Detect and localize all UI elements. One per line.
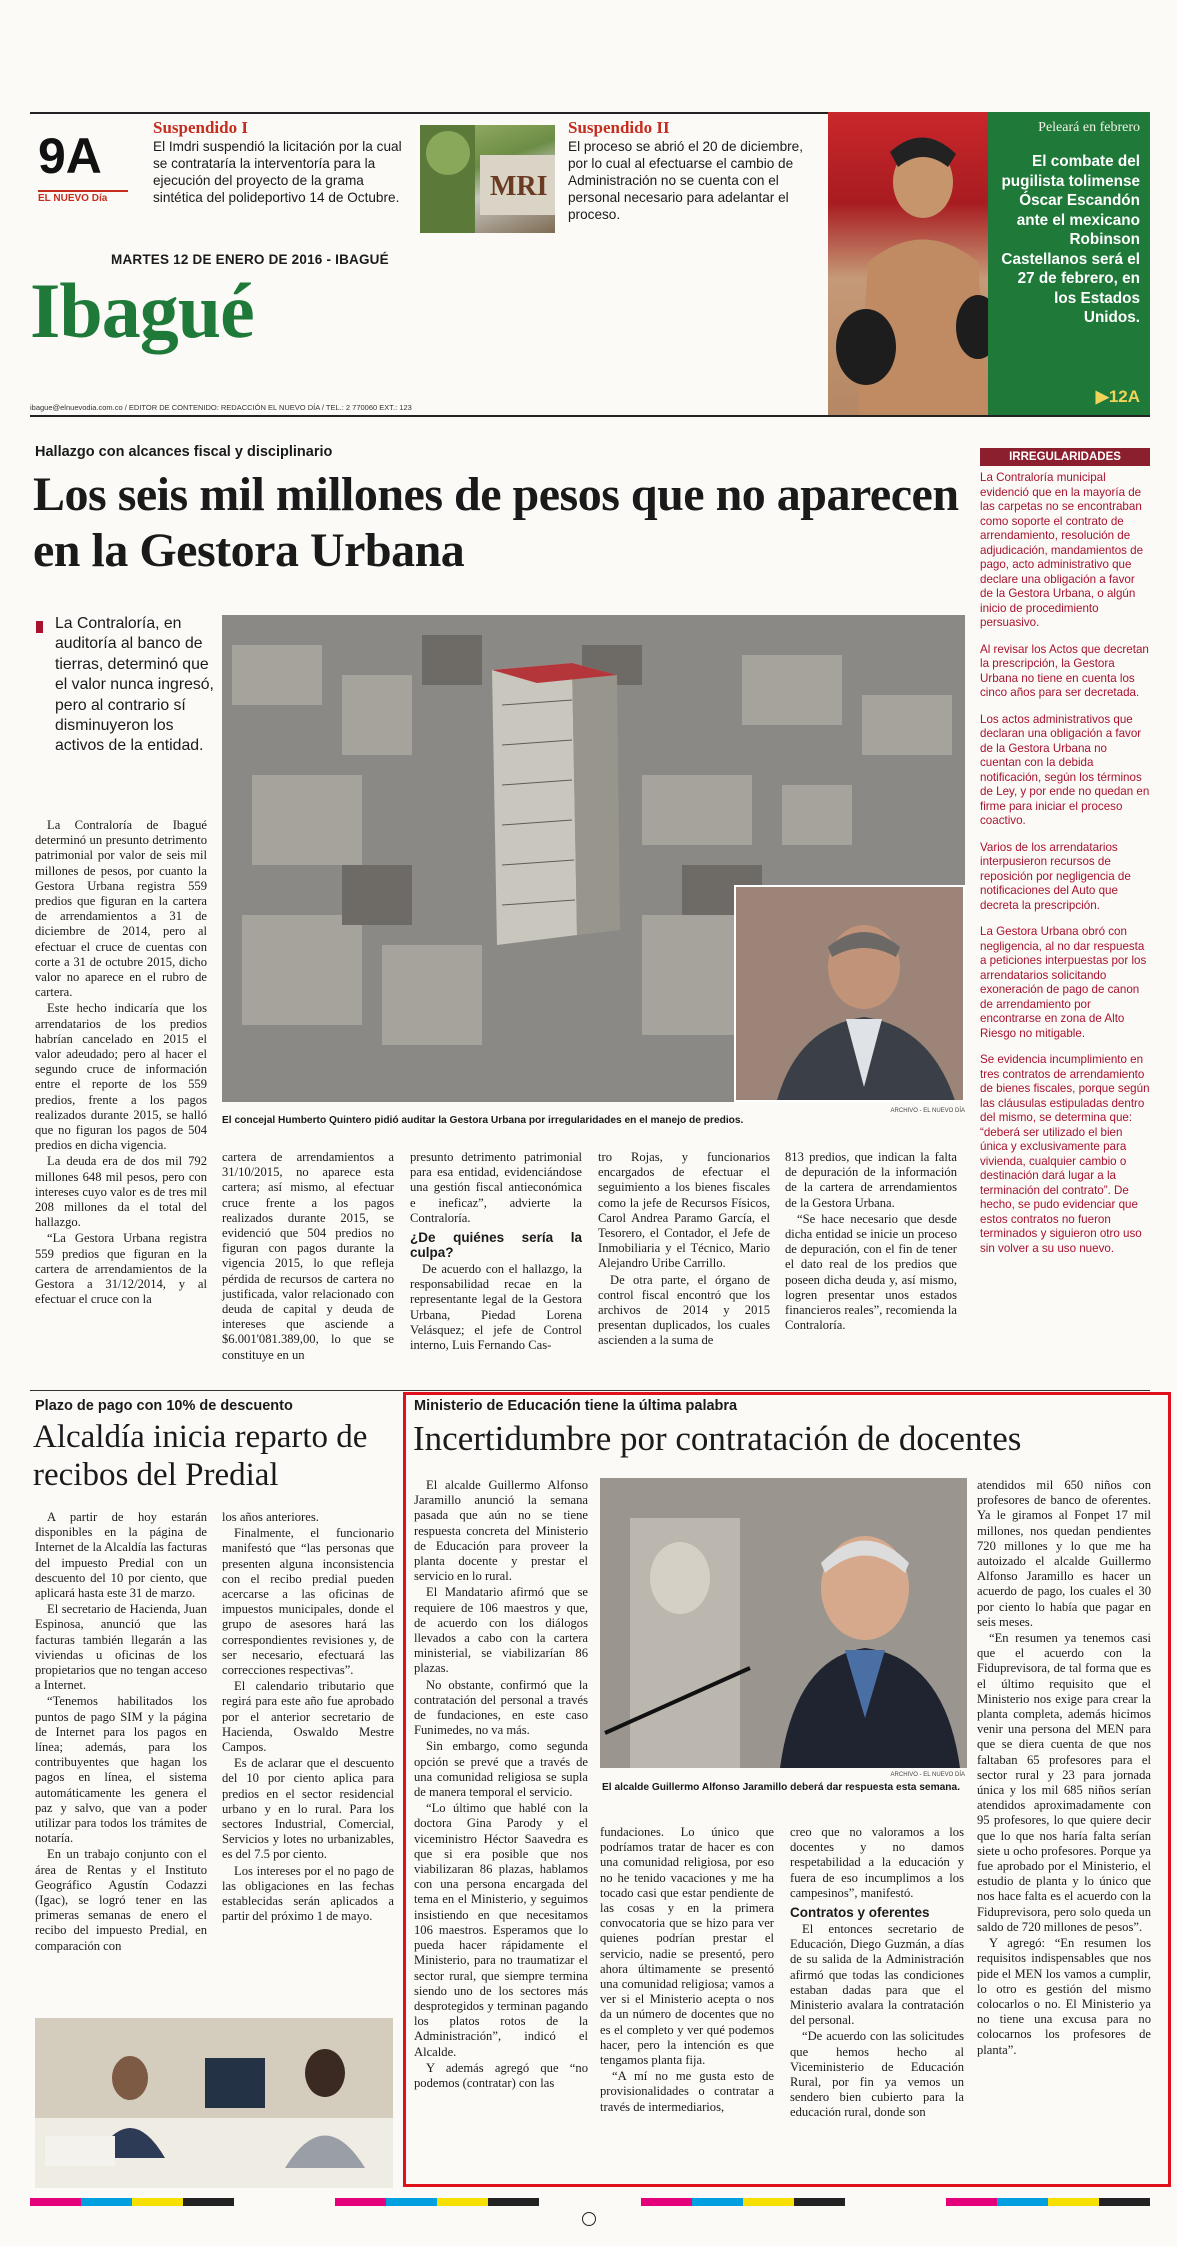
section-title: Ibagué bbox=[30, 267, 254, 354]
paragraph: La Contraloría de Ibagué determinó un presunto detrimento patrimonial por valor de seis mil millones de pesos, por cuanto la Gestora Urbana registra 559 predios que figuran en la cartera de arrendamientos a 31 de diciembre de 2014, pero al efectuar el cruce de cuentas con corte a 31 de octubre 2015, dicho valor no aparece en el rubro de cartera. bbox=[35, 818, 207, 1000]
main-col-3 bbox=[410, 1150, 582, 1354]
docentes-headline: Incertidumbre por contratación de docentes bbox=[413, 1419, 1022, 1458]
paragraph: “A mí no me gusta esto de provisionalidades o contratar a través de intermediarios, bbox=[600, 2069, 774, 2114]
main-col-2 bbox=[222, 1150, 394, 1364]
paragraph: El secretario de Hacienda, Juan Espinosa, anunció que las facturas también llegarán a las viviendas u oficinas de los propietarios que no tengan acceso a Internet. bbox=[35, 1602, 207, 1693]
docentes-col-1 bbox=[414, 1478, 588, 2092]
docentes-col-3 bbox=[790, 1825, 964, 2122]
mayor-photo bbox=[600, 1478, 967, 1768]
paragraph: atendidos mil 650 niños con profesores de banco de oferentes. Ya le giramos al Fonpet 17 mil millones, nos quedan pendientes 720 millones y lo que me ha autoizado el alcalde Guillermo Alfonso Jaramillo es hacer un acuerdo de pago, los cuales el 30 por ciento lo había que pagar en seis meses. bbox=[977, 1478, 1151, 1629]
newspaper-logo: EL NUEVO Día bbox=[38, 190, 128, 204]
paragraph: “La Gestora Urbana registra 559 predios que figuran en la cartera de arrendamientos de la Gestora a 31/12/2014, y al efectuar el cruce con la bbox=[35, 1231, 207, 1307]
paragraph: Y además agregó que “no podemos (contratar) con las bbox=[414, 2060, 588, 2090]
paragraph: 813 predios, que indican la falta de depuración de la información de la cartera de arrendamientos de la Gestora Urbana. bbox=[785, 1150, 957, 1210]
paragraph: En un trabajo conjunto con el área de Rentas y el Instituto Geográfico Agustín Codazzi (Igac), se logró tener en las primeras semanas de enero el recibo del impuesto Predial, en comparación con bbox=[35, 1847, 207, 1953]
mayor-speaking-icon bbox=[600, 1478, 967, 1768]
main-headline: Los seis mil millones de pesos que no aparecen en la Gestora Urbana bbox=[33, 468, 959, 577]
contact-line: ibague@elnuevodia.com.co / EDITOR DE CONTENIDO: REDACCIÓN EL NUEVO DÍA / TEL.: 2 770060 EXT.: 123 bbox=[30, 403, 412, 412]
sidebar-paragraph: Los actos administrativos que declaran una obligación a favor de la Gestora Urbana no cuentan con la debida notificación, según los términos de Ley, y por ende no quedan en firme para iniciar el proceso coactivo. bbox=[980, 712, 1150, 827]
docentes-col-4 bbox=[977, 1478, 1151, 2059]
irregularidades-sidebar bbox=[980, 471, 1150, 1268]
boxer-figure-icon bbox=[828, 112, 988, 415]
promo-kicker: Peleará en febrero bbox=[1038, 120, 1140, 135]
paragraph: “Se hace necesario que desde dicha entidad se inicie un proceso de depuración, con el fin de tener el dato real de los predios que poseen dicha deuda y, así mismo, logren presentar unos estados financieros reales”, recomienda la Contraloría. bbox=[785, 1211, 957, 1333]
paragraph: Los intereses por el no pago de las obligaciones en las fechas establecidas serán aplicados a partir del próximo 1 de mayo. bbox=[222, 1863, 394, 1924]
paragraph: Es de aclarar que el descuento del 10 por ciento aplica para predios en el sector residencial urbano y en lo rural. Para los sectores Industrial, Comercial, Servicios y lotes no urbanizables, es del 7.5 por ciento. bbox=[222, 1756, 394, 1862]
docentes-photo-caption: El alcalde Guillermo Alfonso Jaramillo deberá dar respuesta esta semana. bbox=[602, 1782, 961, 1793]
paragraph: A partir de hoy estarán disponibles en la página de Internet de la Alcaldía las facturas del impuesto Predial con un descuento del 10 por ciento, que aplicará hasta este 31 de marzo. bbox=[35, 1510, 207, 1601]
promo-page-ref[interactable] bbox=[1096, 387, 1140, 407]
main-col-5 bbox=[785, 1150, 957, 1334]
paragraph: El entonces secretario de Educación, Diego Guzmán, a días de su salida de la Administración afirmó que todas las condiciones estaban dadas para que el Ministerio avalara la contratación del personal. bbox=[790, 1922, 964, 2028]
paragraph: fundaciones. Lo único que podríamos tratar de hacer es con una comunidad religiosa, por eso no he tenido vacaciones y me ha tocado casi que estar pendiente de las cosas y en la primera convocatoria que se hizo para ver quienes podrían prestar el servicio, nadie se presentó, pero ahora últimamente se presentó una comunidad religiosa; vamos a ver si el Ministerio acepta o nos da un número de docentes que no es el completo y ver qué podemos hacer, pero la intención es que tengamos planta fija. bbox=[600, 1825, 774, 2068]
imdri-sign-icon bbox=[420, 125, 555, 233]
paragraph: creo que no valoramos a los docentes y no damos respetabilidad a la educación y fuera de eso incumplimos a los campesinos”, manifestó. bbox=[790, 1825, 964, 1900]
summary-marker bbox=[36, 621, 43, 633]
paragraph: De acuerdo con el hallazgo, la responsabilidad recae en la representante legal de la Gestora Urbana, Piedad Lorena Velásquez; el jefe de Control interno, Luis Fernando Cas- bbox=[410, 1262, 582, 1353]
paragraph: “Tenemos habilitados los puntos de pago SIM y la página de Internet para los pagos en línea; además, para los contribuyentes que hagan los pagos en línea, el sistema automáticamente les genera el paz y salvo, que van a poder utilizar para todos los trámites de notaría. bbox=[35, 1694, 207, 1846]
paragraph: tro Rojas, y funcionarios encargados de efectuar el seguimiento a los bienes fiscales como la jefe de Recursos Físicos, Carol Andrea Paramo García, el Tesorero, el Contador, el Jefe de Inmobiliaria y el Técnico, Mario Alejandro Uribe Carrillo. bbox=[598, 1150, 770, 1271]
color-registration-bar bbox=[30, 2198, 1150, 2206]
teaser-body: El proceso se abrió el 20 de diciembre, por lo cual al efectuarse el cambio de Administración no se cuenta con el personal necesario para adelantar el proceso. bbox=[568, 139, 803, 222]
councilman-figure-icon bbox=[736, 887, 965, 1102]
paragraph: La deuda era de dos mil 792 millones 648 mil pesos, pero con intereses cuyo valor es de tres mil 208 millones da el total del hallazgo. bbox=[35, 1154, 207, 1230]
teaser-title: Suspendido I bbox=[153, 118, 248, 137]
main-kicker: Hallazgo con alcances fiscal y disciplinario bbox=[35, 444, 333, 460]
paragraph: Este hecho indicaría que los arrendatarios de los predios habrían cancelado en 2015 el valor adeudado; pero al hacer el segundo cruce de información entre el reporte de los 559 predios, frente a los pagos realizados durante 2015, se halló que no figuran los pagos de 504 predios en dicha vigencia. bbox=[35, 1001, 207, 1153]
paragraph: Sin embargo, como segunda opción se prevé que a través de una comunidad religiosa se supla de manera temporal el servicio. bbox=[414, 1739, 588, 1800]
main-photo-caption: El concejal Humberto Quintero pidió auditar la Gestora Urbana por irregularidades en el manejo de predios. bbox=[222, 1115, 744, 1126]
paragraph: presunto detrimento patrimonial para esa entidad, evidenciándose una gestión fiscal antieconómica e ineficaz”, advierte la Contraloría. bbox=[410, 1150, 582, 1225]
header-bottom-rule bbox=[30, 415, 1150, 417]
teaser-suspendido-1[interactable] bbox=[153, 118, 408, 206]
paragraph: De otra parte, el órgano de control fiscal encontró que los archivos de 2014 y 2015 presentan duplicados, los cuales ascienden a la suma de bbox=[598, 1272, 770, 1348]
office-workers-icon bbox=[35, 2018, 393, 2188]
promo-body: El combate del pugilista tolimense Óscar Escandón ante el mexicano Robinson Castellanos será el 27 de febrero, en los Estados Unidos. bbox=[1001, 153, 1140, 326]
predial-office-photo bbox=[35, 2018, 393, 2188]
docentes-col-2 bbox=[600, 1825, 774, 2116]
paragraph: Y agregó: “En resumen los requisitos indispensables que nos pide el MEN los vamos a cumplir, lo otro es gestión del mismo colocarlos o no. El Ministerio ya no tiene una excusa para no colocarnos los profesores de planta”. bbox=[977, 1936, 1151, 2057]
sidebar-paragraph: Varios de los arrendatarios interpusieron recursos de reposición por negligencia de notificaciones del Auto que decreta la prescripción. bbox=[980, 840, 1131, 912]
page-ref-label: 12A bbox=[1108, 387, 1140, 406]
boxer-promo-box[interactable] bbox=[988, 112, 1150, 415]
paragraph: No obstante, confirmó que la contratación del personal a través de fundaciones, en este caso Funimedes, no va más. bbox=[414, 1677, 588, 1738]
sidebar-paragraph: Al revisar los Actos que decretan la prescripción, la Gestora Urbana no tiene en cuenta los cinco años para ser decretada. bbox=[980, 642, 1149, 699]
paragraph: “En resumen ya tenemos casi que el acuerdo con la Fiduprevisora, de tal forma que es el último requisito que el Ministerio nos exige para crear la planta completa, además hicimos venir una persona del MEN para que se diera cuenta de que nos faltaban 65 profesores para el sector rural y 23 para jornada única y los mil 685 niños serían atendidos aproximadamente con 95 profesores, lo que quiere decir que lo que nos haría falta serían siete u ocho profesores. Porque ya fue aprobado por el Ministerio, el estudio de planta y lo único que nos hace falta es el acuerdo con la Fiduprevisora, pero solo queda un saldo de 720 millones de pesos”. bbox=[977, 1631, 1151, 1934]
main-summary: La Contraloría, en auditoría al banco de tierras, determinó que el valor nunca ingresó, pero al contrario sí disminuyeron los activos de la entidad. bbox=[55, 615, 214, 755]
sidebar-paragraph: Se evidencia incumplimiento en tres contratos de arrendamiento de bienes fiscales, porque según las cláusulas estipuladas dentro del mismo, se determina que: “deberá ser utilizado el bien única y exclusivamente para vivienda, cualquier cambio o destinación dará lugar a la terminación del contrato”. De hecho, se pudo evidenciar que estos contratos no fueron terminados y siguieron otro uso sin volver a su uso nuevo. bbox=[980, 1053, 1150, 1255]
predial-headline: Alcaldía inicia reparto de recibos del Predial bbox=[33, 1419, 368, 1493]
predial-col-1 bbox=[35, 1510, 207, 1955]
svg-text:MRI: MRI bbox=[490, 171, 548, 202]
registration-mark-icon bbox=[582, 2212, 596, 2226]
subheading: Contratos y oferentes bbox=[790, 1905, 930, 1921]
main-col-1 bbox=[35, 818, 207, 1309]
main-photo-credit: ARCHIVO - EL NUEVO DÍA bbox=[890, 1108, 965, 1114]
paragraph: El calendario tributario que regirá para este año fue aprobado por el anterior secretario de Hacienda, Oswaldo Mestre Campos. bbox=[222, 1679, 394, 1755]
paragraph: El Mandatario afirmó que se requiere de 106 maestros y que, de acuerdo con los diálogos llevados a cabo con la cartera ministerial, se viabilizarían 86 plazas. bbox=[414, 1585, 588, 1676]
section-divider bbox=[30, 1390, 1150, 1391]
teaser-photo-imdri bbox=[420, 125, 555, 233]
predial-kicker: Plazo de pago con 10% de descuento bbox=[35, 1398, 293, 1414]
teaser-title: Suspendido II bbox=[568, 118, 670, 137]
paragraph: “Lo último que hablé con la doctora Gina Parody y el viceministro Héctor Saavedra es que si era posible que nos viabilizaran 86 plazas, hablamos con una persona encargada del tema en el Ministerio, y seguimos insistiendo en que necesitamos 106 maestros. Esperamos que lo pueda hacer rápidamente el Ministerio, para no traumatizar el sector rural, que siempre termina siendo uno de los sectores más desprotegidos y terminan pagando los platos rotos de la Administración”, indicó el Alcalde. bbox=[414, 1801, 588, 2059]
docentes-kicker: Ministerio de Educación tiene la última palabra bbox=[414, 1398, 738, 1414]
paragraph: “De acuerdo con las solicitudes que hemos hecho al Viceministerio de Educación Rural, por fin ya vemos un sendero bien cubierto para la educación rural, donde son bbox=[790, 2029, 964, 2120]
page-number: 9A bbox=[38, 128, 102, 184]
paragraph: El alcalde Guillermo Alfonso Jaramillo anunció la semana pasada que aún no se tiene respuesta concreta del Ministerio de Educación para proveer la planta docente y prestar el servicio en lo rural. bbox=[414, 1478, 588, 1584]
predial-col-2 bbox=[222, 1510, 394, 1925]
docentes-photo-credit: ARCHIVO - EL NUEVO DÍA bbox=[890, 1772, 965, 1778]
teaser-suspendido-2[interactable] bbox=[568, 118, 818, 223]
paragraph: los años anteriores. bbox=[222, 1510, 319, 1524]
councilman-photo bbox=[734, 885, 965, 1102]
arrow-right-icon: ▶ bbox=[1095, 387, 1109, 406]
date-line: MARTES 12 DE ENERO DE 2016 - IBAGUÉ bbox=[111, 252, 389, 267]
main-col-4 bbox=[598, 1150, 770, 1350]
subheading: ¿De quiénes sería la culpa? bbox=[410, 1230, 582, 1261]
paragraph: Finalmente, el funcionario manifestó que “las personas que presenten alguna inconsistencia con el recibo predial pueden acercarse a las oficinas de impuestos municipales, donde el grupo de asesores hará las correspondientes revisiones y, de ser necesario, efectuará las correcciones respectivas”. bbox=[222, 1526, 394, 1678]
paragraph: cartera de arrendamientos a 31/10/2015, no aparece esta cartera; así mismo, al efectuar cruce frente a los pagos realizados durante 2015, se evidenció que 504 predios no figuran con pagos durante la vigencia 2015, lo que refleja pérdida de recursos de cartera no justificada, valor relacionado con deuda de capital y deuda de intereses que asciende a $6.001'081.389,00, lo que se constituye en un bbox=[222, 1150, 394, 1362]
sidebar-paragraph: La Contraloría municipal evidenció que en la mayoría de las carpetas no se encontraban como soporte el contrato de arrendamiento, resolución de adjudicación, mandamientos de pago, acto administrativo que declare una obligación a favor de la Gestora Urbana, o algún inicio de procedimiento persuasivo. bbox=[980, 471, 1144, 629]
teaser-body: El Imdri suspendió la licitación por la cual se contrataría la interventoría para la ejecución del proyecto de la grama sintética del polideportivo 14 de Octubre. bbox=[153, 139, 402, 205]
boxer-photo bbox=[828, 112, 988, 415]
sidebar-title: IRREGULARIDADES bbox=[980, 448, 1150, 466]
sidebar-paragraph: La Gestora Urbana obró con negligencia, al no dar respuesta a peticiones interpuestas por los arrendatarios solicitando exoneración de pago de canon de arrendamiento por encontrarse en zona de Alto Riesgo no mitigable. bbox=[980, 925, 1147, 1040]
